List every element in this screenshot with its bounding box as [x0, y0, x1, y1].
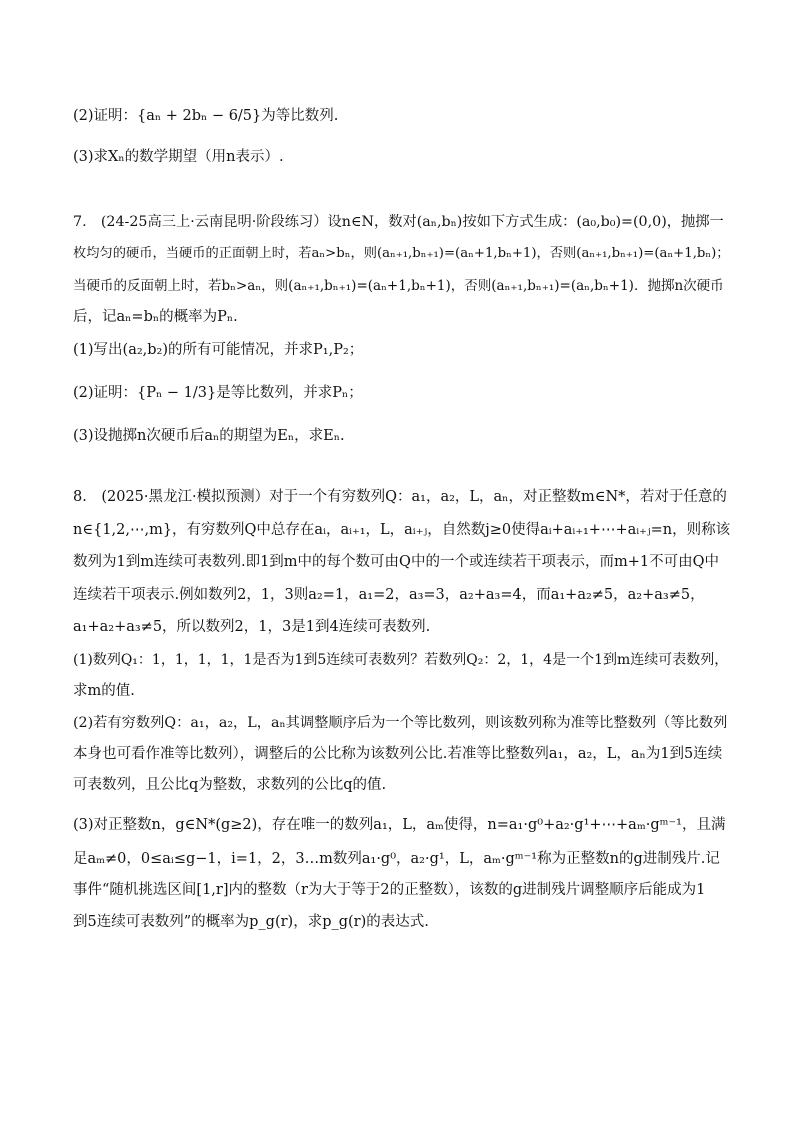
q8-part3-line4: 到5连续可表数列”的概率为p_g(r)，求p_g(r)的表达式. — [73, 914, 429, 930]
q7-part3: (3)设抛掷n次硬币后aₙ的期望为Eₙ，求Eₙ. — [73, 428, 345, 444]
q8-part3-line3: 事件“随机挑选区间[1,r]内的整数（r为大于等于2的正整数），该数的g进制残片调整顺序后能成为1 — [73, 882, 706, 898]
q8-part3-line1: (3)对正整数n，g∈N*(g≥2)，存在唯一的数列a₁，L，aₘ使得，n=a₁·g⁰+a₂·g¹+⋯+aₘ·gᵐ⁻¹，且满 — [73, 817, 726, 833]
q6-part3: (3)求Xₙ的数学期望（用n表示）. — [73, 149, 284, 165]
q7-stem-line3: 当硬币的反面朝上时，若bₙ>aₙ，则(aₙ₊₁,bₙ₊₁)=(aₙ+1,bₙ+1)，否则(aₙ₊₁,bₙ₊₁)=(aₙ,bₙ+1)．抛掷n次硬币 — [73, 278, 724, 294]
q7-part2: (2)证明：{Pₙ − 1/3}是等比数列，并求Pₙ； — [73, 385, 363, 401]
q8-stem-line4: 连续若干项表示.例如数列2，1，3则a₂=1，a₁=2，a₃=3，a₂+a₃=4，而a₁+a₂≠5，a₂+a₃≠5， — [73, 587, 705, 603]
q8-part3-line2: 足aₘ≠0，0≤aᵢ≤g−1，i=1，2，3…m数列a₁·g⁰，a₂·g¹，L，aₘ·gᵐ⁻¹称为正整数n的g进制残片.记 — [73, 851, 720, 867]
q7-stem-line2: 枚均匀的硬币，当硬币的正面朝上时，若aₙ>bₙ，则(aₙ₊₁,bₙ₊₁)=(aₙ+1,bₙ+1)，否则(aₙ₊₁,bₙ₊₁)=(aₙ+1,bₙ)； — [73, 246, 730, 261]
q8-stem-line3: 数列为1到m连续可表数列.即1到m中的每个数可由Q中的一个或连续若干项表示，而m+1不可由Q中 — [73, 554, 719, 570]
q8-part2-line3: 可表数列，且公比q为整数，求数列的公比q的值. — [73, 777, 387, 793]
q8-part2-line1: (2)若有穷数列Q：a₁，a₂，L，aₙ其调整顺序后为一个等比数列，则该数列称为准等比整数列（等比数列 — [73, 715, 728, 731]
q8-part2-line2: 本身也可看作准等比数列），调整后的公比称为该数列公比.若准等比整数列a₁，a₂，L，aₙ为1到5连续 — [73, 746, 723, 762]
q7-stem-line4: 后，记aₙ=bₙ的概率为Pₙ. — [73, 309, 238, 325]
q7-stem-line1: 7. (24-25高三上·云南昆明·阶段练习）设n∈N，数对(aₙ,bₙ)按如下方式生成：(a₀,b₀)=(0,0)，抛掷一 — [73, 214, 724, 230]
q8-part1-line2: 求m的值. — [73, 683, 135, 699]
q6-part2: (2)证明：{aₙ + 2bₙ − 6/5}为等比数列. — [73, 108, 339, 124]
q7-part1: (1)写出(a₂,b₂)的所有可能情况，并求P₁,P₂； — [73, 342, 364, 358]
q8-stem-line5: a₁+a₂+a₃≠5，所以数列2，1，3是1到4连续可表数列. — [73, 619, 431, 635]
q8-stem-line2: n∈{1,2,⋯,m}，有穷数列Q中总存在aᵢ，aᵢ₊₁，L，aᵢ₊ⱼ，自然数j≥0使得aᵢ+aᵢ₊₁+⋯+aᵢ₊ⱼ=n，则称该 — [73, 522, 731, 538]
q8-part1-line1: (1)数列Q₁：1，1，1，1，1是否为1到5连续可表数列？若数列Q₂：2，1，4是一个1到m连续可表数列， — [73, 652, 729, 668]
q8-stem-line1: 8. (2025·黑龙江·模拟预测）对于一个有穷数列Q：a₁，a₂，L，aₙ，对正整数m∈N*，若对于任意的 — [73, 489, 727, 505]
